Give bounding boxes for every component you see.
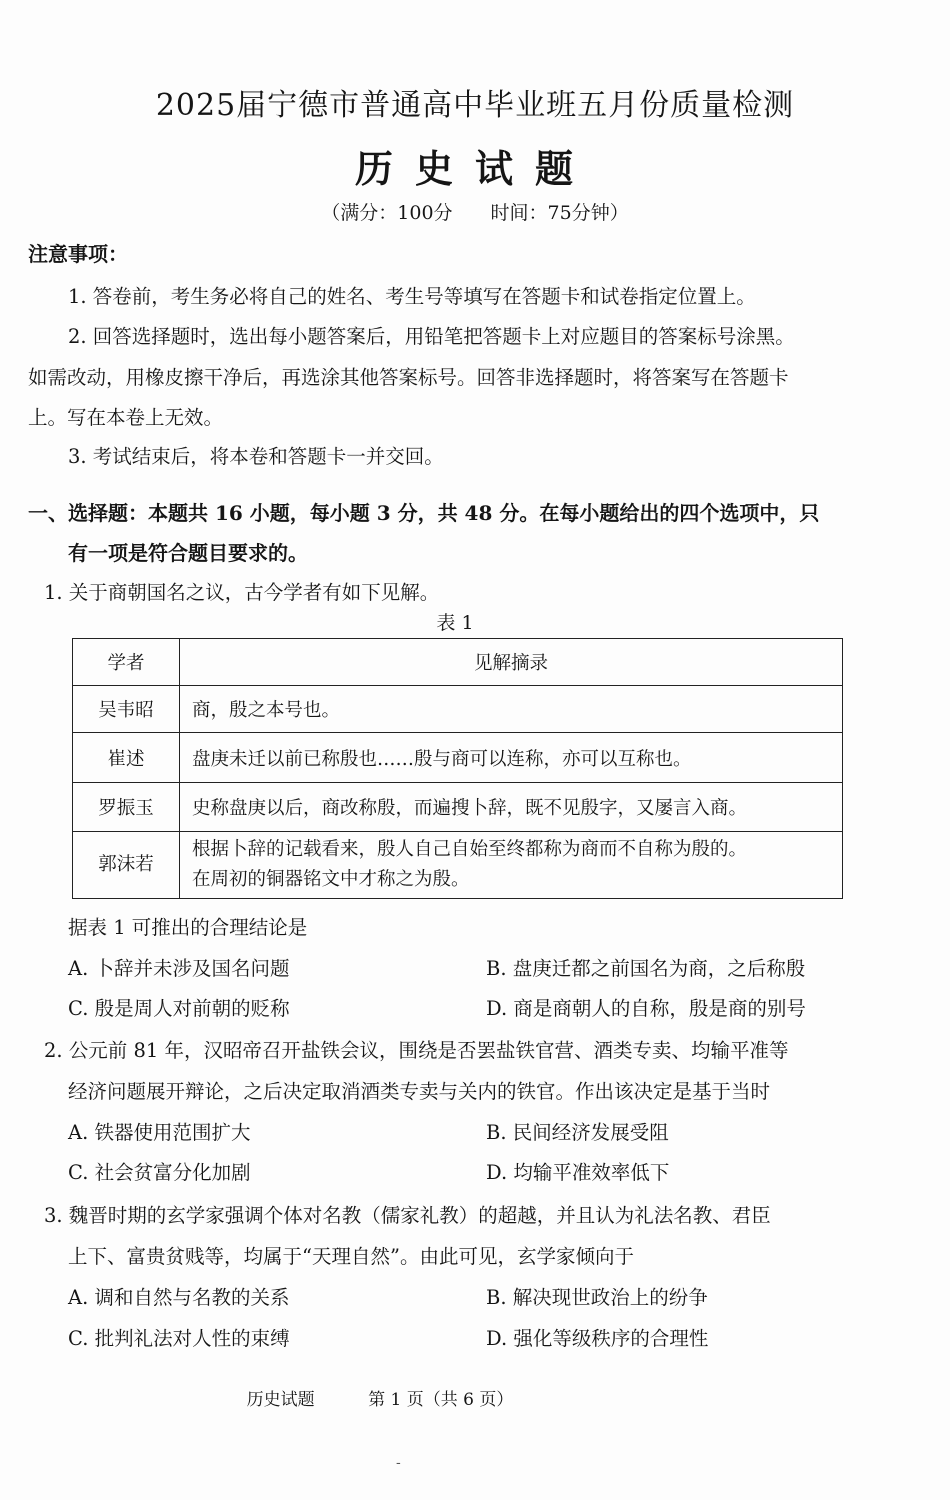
question-3-option-b: B. 解决现世政治上的纷争 (486, 1286, 708, 1309)
question-2-stem-line-1: 2. 公元前 81 年，汉昭帝召开盐铁会议，围绕是否罢盐铁官营、酒类专卖、均输平准等 (44, 1039, 789, 1062)
scholar-name: 郭沫若 (73, 832, 180, 899)
footer-page-number: 第 1 页（共 6 页） (368, 1390, 514, 1410)
question-3-stem-line-2: 上下、富贵贫贱等，均属于“天理自然”。由此可见，玄学家倾向于 (68, 1245, 634, 1268)
question-2-option-d: D. 均输平准效率低下 (486, 1161, 670, 1184)
table-row (73, 783, 843, 832)
score-and-time: （满分：100分 时间：75分钟） (321, 202, 629, 224)
notice-item-2-line-1: 2. 回答选择题时，选出每小题答案后，用铅笔把答题卡上对应题目的答案标号涂黑。 (68, 325, 795, 348)
scholar-name: 罗振玉 (73, 783, 180, 832)
footer-subject: 历史试题 (246, 1390, 315, 1410)
question-1-stem: 1. 关于商朝国名之议，古今学者有如下见解。 (44, 581, 440, 604)
question-1-prompt: 据表 1 可推出的合理结论是 (68, 916, 308, 939)
question-3-option-c: C. 批判礼法对人性的束缚 (68, 1327, 290, 1350)
question-3-option-d: D. 强化等级秩序的合理性 (486, 1327, 709, 1350)
exam-title: 2025届宁德市普通高中毕业班五月份质量检测 (155, 88, 795, 123)
scholar-view-line-2: 在周初的铜器铭文中才称之为殷。 (192, 869, 470, 890)
scholar-view-line-1: 根据卜辞的记载看来，殷人自己自始至终都称为商而不自称为殷的。 (192, 839, 748, 860)
question-2-option-b: B. 民间经济发展受阻 (486, 1121, 669, 1144)
scholar-name: 吴韦昭 (73, 686, 180, 733)
table-header-view: 见解摘录 (180, 639, 843, 686)
notice-item-2-line-2: 如需改动，用橡皮擦干净后，再选涂其他答案标号。回答非选择题时，将答案写在答题卡 (28, 366, 789, 389)
subject-title: 历史试题 (354, 146, 595, 191)
question-1-option-d: D. 商是商朝人的自称，殷是商的别号 (486, 997, 806, 1020)
scholar-view: 盘庚未迁以前已称殷也……殷与商可以连称，亦可以互称也。 (180, 733, 843, 783)
question-2-stem-line-2: 经济问题展开辩论，之后决定取消酒类专卖与关内的铁官。作出该决定是基于当时 (68, 1080, 771, 1103)
table-row (73, 733, 843, 783)
question-1-option-a: A. 卜辞并未涉及国名问题 (68, 957, 290, 980)
question-3-stem-line-1: 3. 魏晋时期的玄学家强调个体对名教（儒家礼教）的超越，并且认为礼法名教、君臣 (44, 1204, 771, 1227)
table-row (73, 686, 843, 733)
bottom-mark: - (396, 1455, 401, 1471)
table-row (73, 832, 843, 899)
question-3-option-a: A. 调和自然与名教的关系 (68, 1286, 290, 1309)
notice-item-3: 3. 考试结束后，将本卷和答题卡一并交回。 (68, 445, 444, 468)
question-1-option-c: C. 殷是周人对前朝的贬称 (68, 997, 290, 1020)
question-2-option-a: A. 铁器使用范围扩大 (68, 1121, 251, 1144)
section-1-heading-line-2: 有一项是符合题目要求的。 (68, 541, 308, 565)
scholar-view: 商，殷之本号也。 (180, 686, 843, 733)
table-caption: 表 1 (436, 612, 474, 634)
scholar-views-table (72, 638, 843, 899)
table-header-scholar: 学者 (73, 639, 180, 686)
scholar-view (180, 832, 843, 899)
notice-item-1: 1. 答卷前，考生务必将自己的姓名、考生号等填写在答题卡和试卷指定位置上。 (68, 285, 756, 308)
scholar-name: 崔述 (73, 733, 180, 783)
scholar-view: 史称盘庚以后，商改称殷，而遍搜卜辞，既不见殷字，又屡言入商。 (180, 783, 843, 832)
notice-item-2-line-3: 上。写在本卷上无效。 (28, 406, 224, 429)
page-footer (0, 1385, 760, 1410)
notice-heading: 注意事项： (28, 242, 128, 266)
section-1-heading-line-1: 一、选择题：本题共 16 小题，每小题 3 分，共 48 分。在每小题给出的四个选项中，只 (28, 501, 820, 525)
question-1-option-b: B. 盘庚迁都之前国名为商，之后称殷 (486, 957, 806, 980)
question-2-option-c: C. 社会贫富分化加剧 (68, 1161, 251, 1184)
